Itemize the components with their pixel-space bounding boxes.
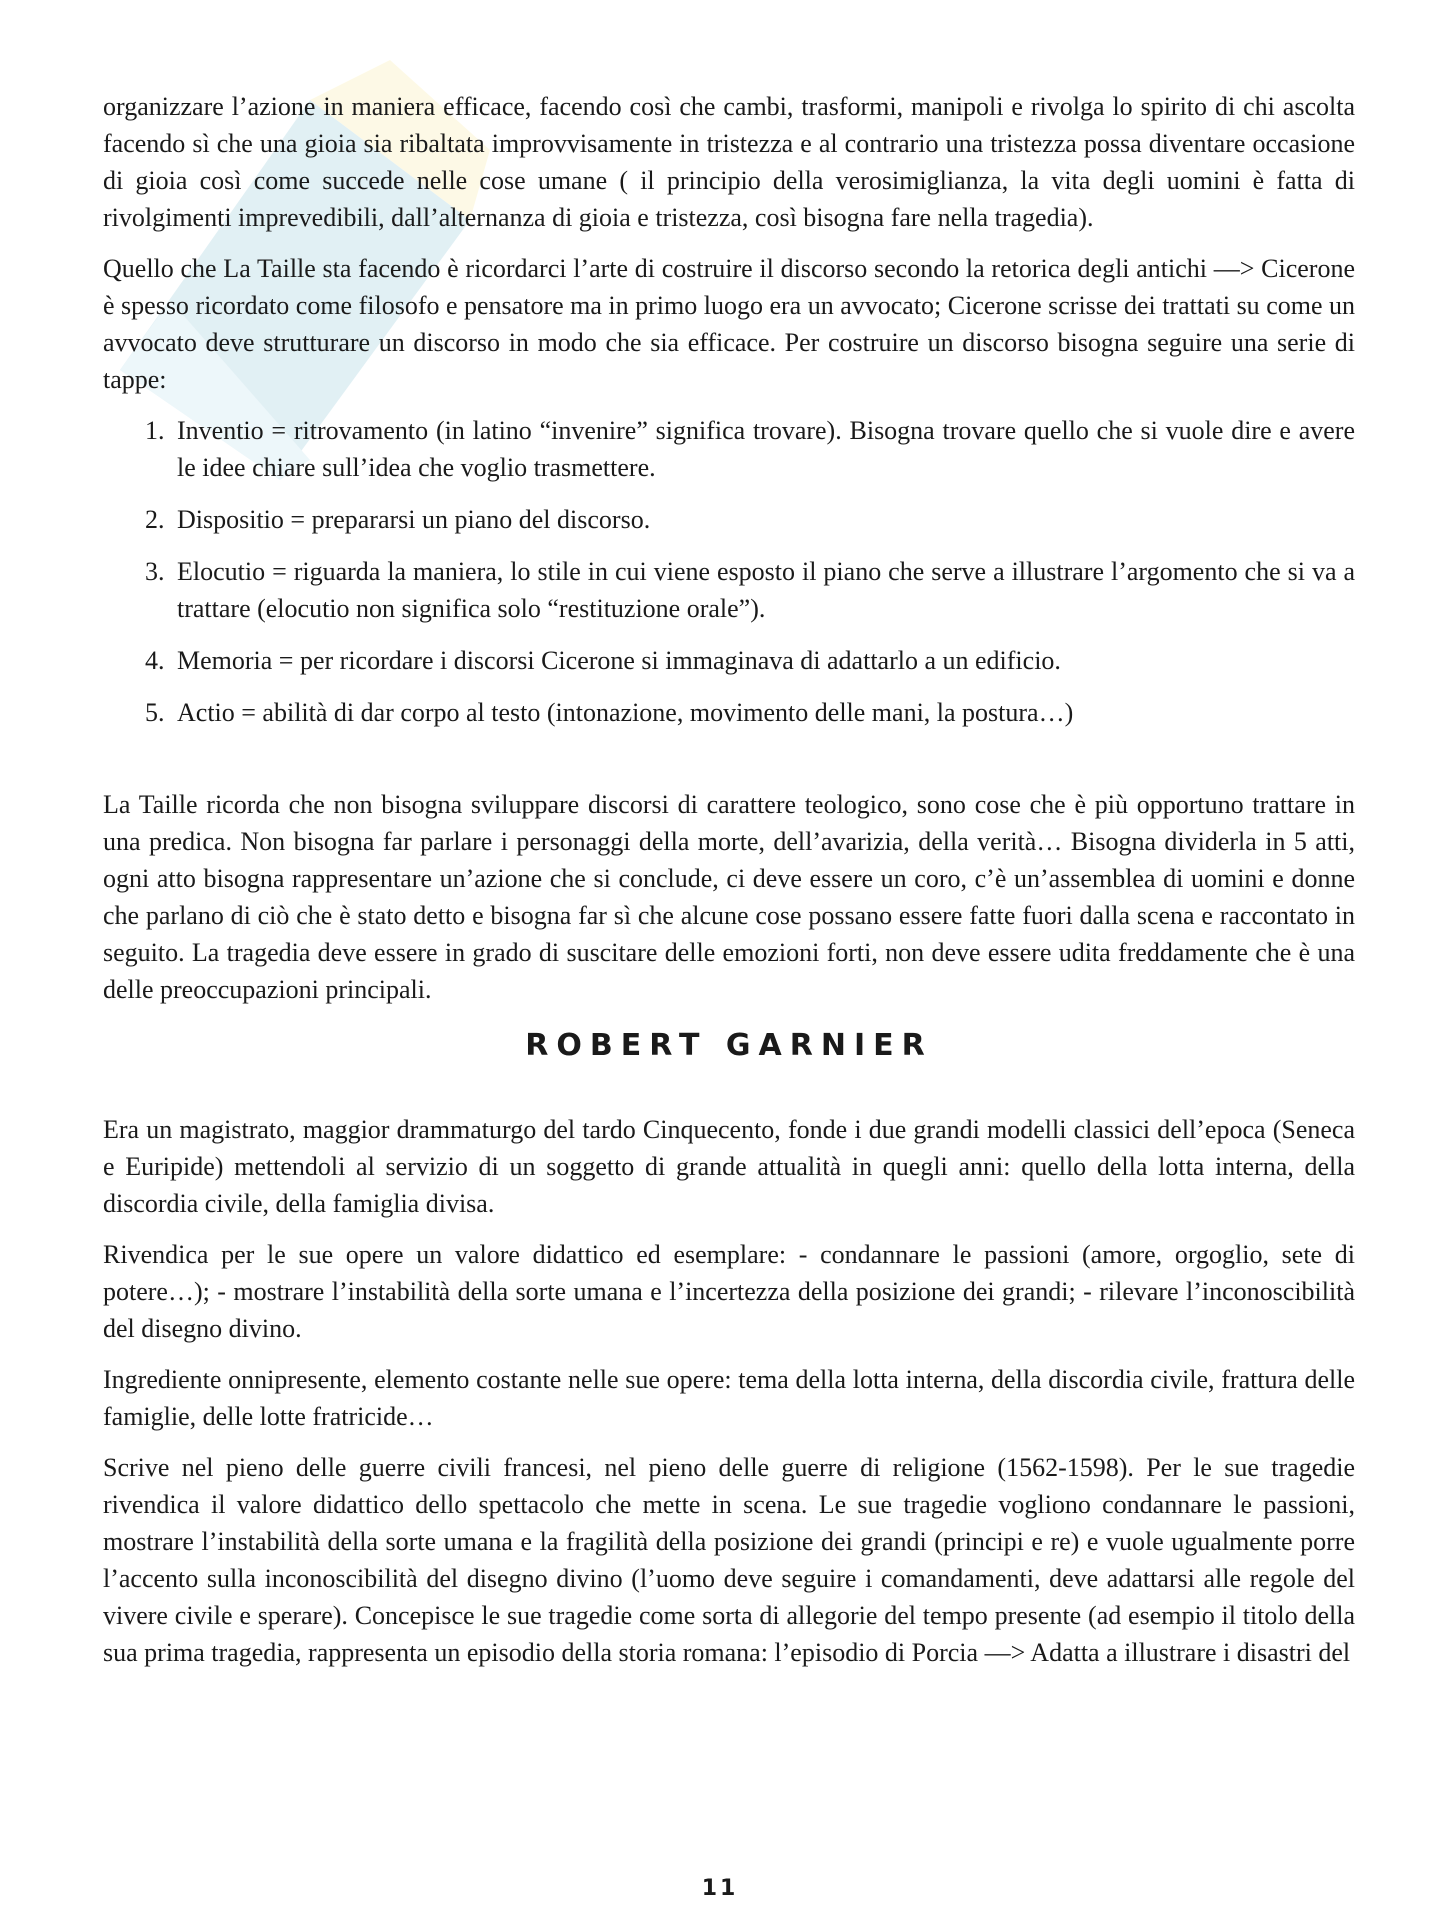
paragraph-intro-1: organizzare l’azione in maniera efficace, facendo così che cambi, trasformi, manipoli e rivolga lo spirito di chi ascolta facendo sì che una gioia sia ribaltata improvvisamente in tristezza e al contrario una tristezza possa diventare occasione di gioia così come succede nelle cose umane ( il principio della verosimiglianza, la vita degli uomini è fatta di rivolgimenti imprevedibili, dall’alternanza di gioia e tristezza, così bisogna fare nella tragedia). bbox=[103, 92, 1355, 232]
list-item: 1. Inventio = ritrovamento (in latino “invenire” significa trovare). Bisogna trovare quello che si vuole dire e avere le idee chiare sull’idea che voglio trasmettere. bbox=[171, 412, 1355, 486]
list-item: 4. Memoria = per ricordare i discorsi Cicerone si immaginava di adattarlo a un edificio. bbox=[171, 642, 1355, 679]
paragraph-garnier-4: Scrive nel pieno delle guerre civili francesi, nel pieno delle guerre di religione (1562-1598). Per le sue tragedie rivendica il valore didattico dello spettacolo che mette in scena. Le sue tragedie vogliono condannare le passioni, mostrare l’instabilità della sorte umana e la fragilità della posizione dei grandi (principi e re) e vuole ugualmente porre l’accento sulla inconoscibilità del disegno divino (l’uomo deve seguire i comandamenti, deve adattarsi alle regole del vivere civile e sperare). Concepisce le sue tragedie come sorta di allegorie del tempo presente (ad esempio il titolo della sua prima tragedia, rappresenta un episodio della storia romana: l’episodio di Porcia —> Adatta a illustrare i disastri del bbox=[103, 1453, 1355, 1667]
paragraph-garnier-1: Era un magistrato, maggior drammaturgo del tardo Cinquecento, fonde i due grandi modelli classici dell’epoca (Seneca e Euripide) mettendoli al servizio di un soggetto di grande attualità in quegli anni: quello della lotta interna, della discordia civile, della famiglia divisa. bbox=[103, 1115, 1355, 1218]
paragraph-la-taille: La Taille ricorda che non bisogna sviluppare discorsi di carattere teologico, sono cose che è più opportuno trattare in una predica. Non bisogna far parlare i personaggi della morte, dell’avarizia, della verità… Bisogna dividerla in 5 atti, ogni atto bisogna rappresentare un’azione che si conclude, ci deve essere un coro, c’è un’assemblea di uomini e donne che parlano di ciò che è stato detto e bisogna far sì che alcune cose possano essere fatte fuori dalla scena e raccontato in seguito. La tragedia deve essere in grado di suscitare delle emozioni forti, non deve essere udita freddamente che è una delle preoccupazioni principali. bbox=[103, 790, 1355, 1004]
document-page bbox=[103, 88, 1355, 1685]
list-item: 3. Elocutio = riguarda la maniera, lo stile in cui viene esposto il piano che serve a illustrare l’argomento che si va a trattare (elocutio non significa solo “restituzione orale”). bbox=[171, 553, 1355, 627]
list-item: 5. Actio = abilità di dar corpo al testo (intonazione, movimento delle mani, la postura…) bbox=[171, 694, 1355, 731]
paragraph-garnier-3: Ingrediente onnipresente, elemento costante nelle sue opere: tema della lotta interna, della discordia civile, frattura delle famiglie, delle lotte fratricide… bbox=[103, 1365, 1355, 1431]
steps-list bbox=[103, 412, 1355, 731]
page-number: 11 bbox=[701, 1876, 739, 1901]
spacer bbox=[103, 746, 1355, 786]
section-heading: ROBERT GARNIER bbox=[525, 1028, 933, 1063]
paragraph-intro-2: Quello che La Taille sta facendo è ricordarci l’arte di costruire il discorso secondo la retorica degli antichi —> Cicerone è spesso ricordato come filosofo e pensatore ma in primo luogo era un avvocato; Cicerone scrisse dei trattati su come un avvocato deve strutturare un discorso in modo che sia efficace. Per costruire un discorso bisogna seguire una serie di tappe: bbox=[103, 254, 1355, 394]
paragraph-garnier-2: Rivendica per le sue opere un valore didattico ed esemplare: - condannare le passioni (amore, orgoglio, sete di potere…); - mostrare l’instabilità della sorte umana e l’incertezza della posizione dei grandi; - rilevare l’inconoscibilità del disegno divino. bbox=[103, 1240, 1355, 1343]
list-item: 2. Dispositio = prepararsi un piano del discorso. bbox=[171, 501, 1355, 538]
